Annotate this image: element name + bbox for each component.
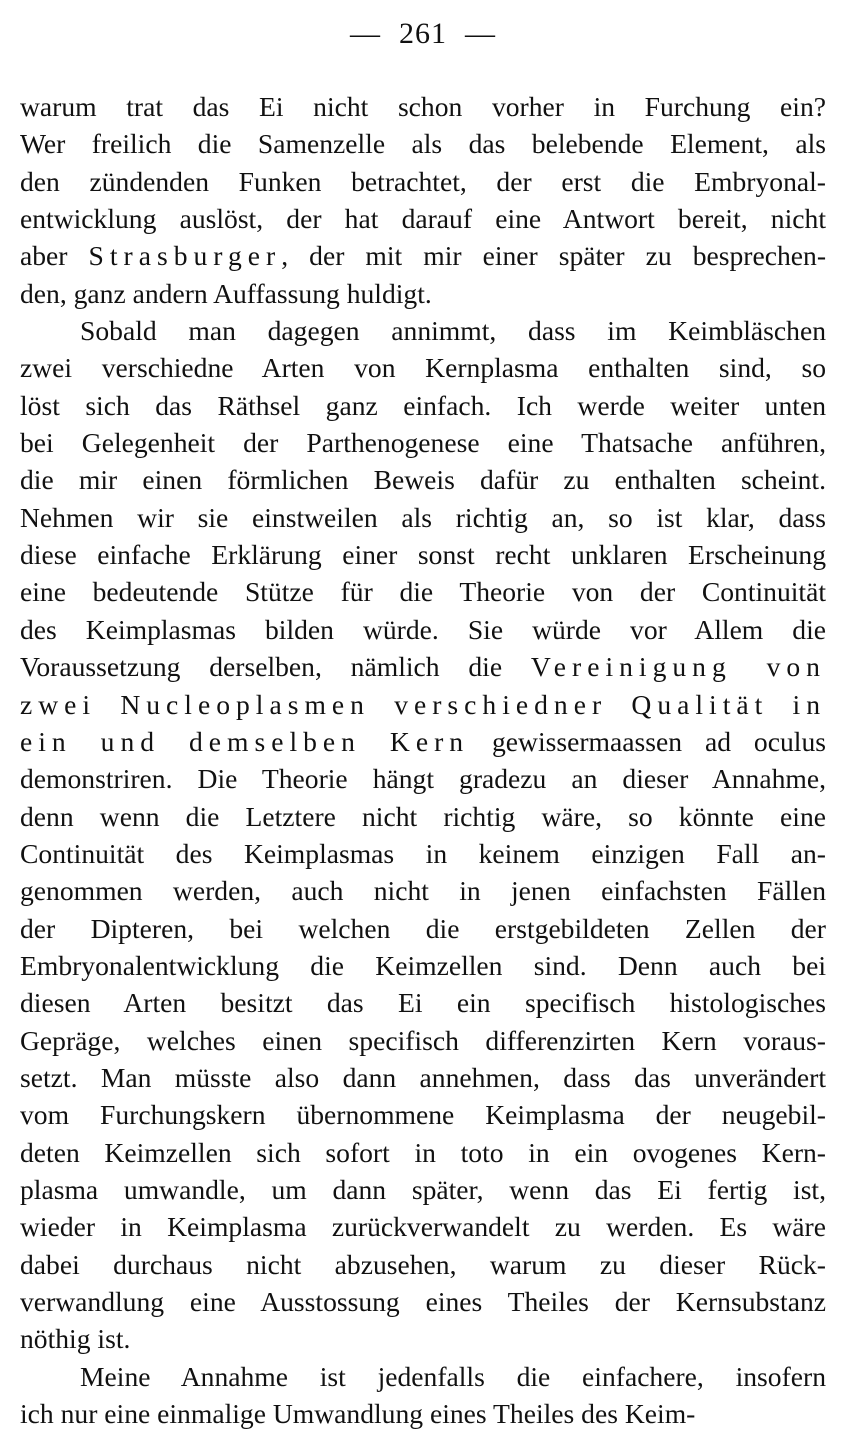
text-line: ein und demselben Kern gewissermaassen ad oculus	[20, 725, 826, 757]
text-line: ich nur eine einmalige Umwandlung eines Theiles des Keim-	[20, 1398, 696, 1430]
text-line: demonstriren. Die Theorie hängt gradezu an dieser Annahme,	[20, 763, 826, 795]
text-line: den, ganz andern Auffassung huldigt.	[20, 277, 432, 309]
text-line: entwicklung auslöst, der hat darauf eine Antwort bereit, nicht	[20, 203, 826, 235]
text-line: bei Gelegenheit der Parthenogenese eine Thatsache anführen,	[20, 427, 826, 459]
text-line: Meine Annahme ist jedenfalls die einfachere, insofern	[80, 1360, 826, 1392]
text-line: wieder in Keimplasma zurückverwandelt zu werden. Es wäre	[20, 1211, 826, 1243]
text-line: eine bedeutende Stütze für die Theorie von der Continuität	[20, 576, 826, 608]
paragraph	[20, 1358, 826, 1433]
emphasis-text: ein und demselben Kern	[20, 725, 470, 757]
text-line: denn wenn die Letztere nicht richtig wäre, so könnte eine	[20, 800, 826, 832]
text-line: diesen Arten besitzt das Ei ein specifisch histologisches	[20, 987, 826, 1019]
emphasis-text: Vereinigung von	[530, 651, 826, 683]
text-line: die mir einen förmlichen Beweis dafür zu enthalten scheint.	[20, 464, 826, 496]
text-line: deten Keimzellen sich sofort in toto in ein ovogenes Kern-	[20, 1136, 826, 1168]
text-line: löst sich das Räthsel ganz einfach. Ich werde weiter unten	[20, 389, 826, 421]
text-line: dabei durchaus nicht abzusehen, warum zu dieser Rück-	[20, 1248, 826, 1280]
text-line: den zündenden Funken betrachtet, der erst die Embryonal-	[20, 165, 826, 197]
text-line: Embryonalentwicklung die Keimzellen sind. Denn auch bei	[20, 949, 826, 981]
page-number	[20, 14, 826, 54]
text-line: Gepräge, welches einen specifisch differenzirten Kern voraus-	[20, 1024, 826, 1056]
text-line: genommen werden, auch nicht in jenen einfachsten Fällen	[20, 875, 826, 907]
text-line: warum trat das Ei nicht schon vorher in Furchung ein?	[20, 91, 826, 122]
emphasis-text: Strasburger	[88, 240, 282, 272]
page-number-dash-right: —	[465, 17, 496, 50]
text-line: setzt. Man müsste also dann annehmen, dass das unverändert	[20, 1061, 826, 1093]
text-line: nöthig ist.	[20, 1323, 131, 1355]
page-number-value: 261	[399, 17, 447, 50]
text-line: vom Furchungskern übernommene Keimplasma der neugebil-	[20, 1099, 826, 1131]
text-line: des Keimplasmas bilden würde. Sie würde vor Allem die	[20, 613, 826, 645]
text-line: Nehmen wir sie einstweilen als richtig an, so ist klar, dass	[20, 501, 826, 533]
text-line: verwandlung eine Ausstossung eines Theiles der Kernsubstanz	[20, 1286, 826, 1317]
page-number-dash-left: —	[350, 17, 381, 50]
text-line: Voraussetzung derselben, nämlich die Vereinigung von	[20, 651, 826, 683]
text-line: plasma umwandle, um dann später, wenn das Ei fertig ist,	[20, 1173, 826, 1205]
text-line: Wer freilich die Samenzelle als das belebende Element, als	[20, 128, 826, 160]
body-text	[20, 88, 826, 1432]
text-line	[20, 686, 826, 723]
text-line: zwei verschiedne Arten von Kernplasma enthalten sind, so	[20, 352, 826, 384]
paragraph	[20, 88, 826, 312]
emphasis-text: zwei Nucleoplasmen verschiedner Qualität in	[20, 688, 826, 720]
text-line: diese einfache Erklärung einer sonst recht unklaren Erscheinung	[20, 539, 826, 571]
text-line: aber Strasburger, der mit mir einer später zu besprechen-	[20, 240, 826, 272]
text-line: Sobald man dagegen annimmt, dass im Keimbläschen	[80, 315, 826, 347]
text-line: Continuität des Keimplasmas in keinem einzigen Fall an-	[20, 837, 826, 869]
paragraph	[20, 312, 826, 1358]
text-line: der Dipteren, bei welchen die erstgebildeten Zellen der	[20, 912, 826, 944]
